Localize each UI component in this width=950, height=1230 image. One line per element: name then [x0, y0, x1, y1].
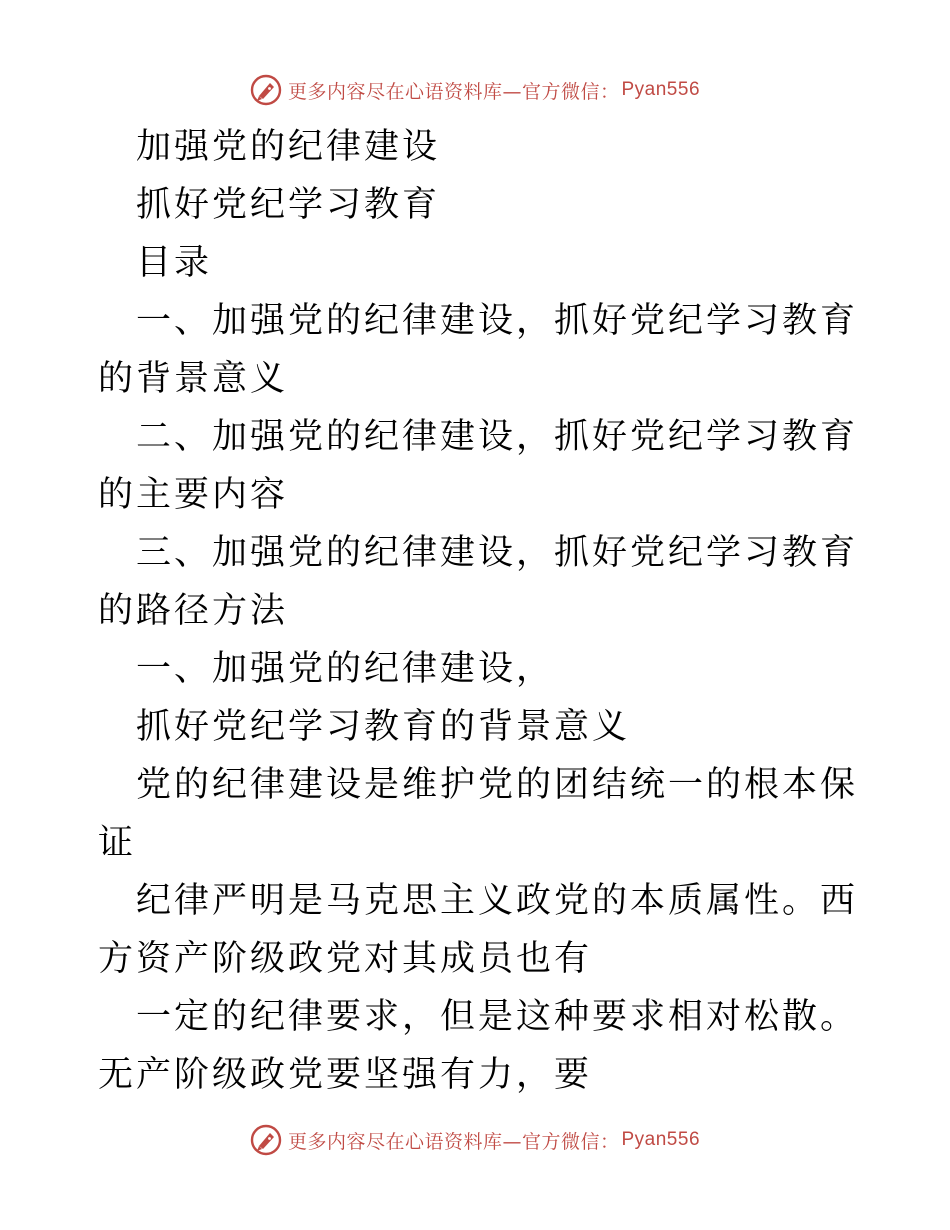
- paragraph: 纪律严明是马克思主义政党的本质属性。西方资产阶级政党对其成员也有: [98, 881, 859, 979]
- watermark-text: 更多内容尽在心语资料库—官方微信：: [287, 1130, 620, 1153]
- paragraph: 加强党的纪律建设: [136, 127, 441, 167]
- watermark-wechat-id: Pyan556: [621, 1129, 701, 1150]
- paragraph: 抓好党纪学习教育: [136, 185, 441, 225]
- fountain-pen-logo-icon: [250, 74, 282, 106]
- footer-watermark: [0, 1120, 950, 1160]
- paragraph: 党的纪律建设是维护党的团结统一的根本保证: [98, 765, 859, 863]
- watermark-wechat-id: Pyan556: [621, 79, 701, 100]
- document-body: [98, 118, 858, 1104]
- paragraph: 一定的纪律要求，但是这种要求相对松散。无产阶级政党要坚强有力，要: [98, 997, 859, 1095]
- watermark-text: 更多内容尽在心语资料库—官方微信：: [287, 80, 620, 103]
- paragraph: 三、加强党的纪律建设，抓好党纪学习教育的路径方法: [98, 533, 859, 631]
- fountain-pen-logo-icon: [250, 1124, 282, 1156]
- paragraph: 一、加强党的纪律建设，: [136, 649, 555, 689]
- paragraph: 目录: [136, 243, 213, 283]
- header-watermark: [0, 70, 950, 110]
- paragraph: 一、加强党的纪律建设，抓好党纪学习教育的背景意义: [98, 301, 859, 399]
- paragraph: 二、加强党的纪律建设，抓好党纪学习教育的主要内容: [98, 417, 859, 515]
- paragraph: 抓好党纪学习教育的背景意义: [136, 707, 631, 747]
